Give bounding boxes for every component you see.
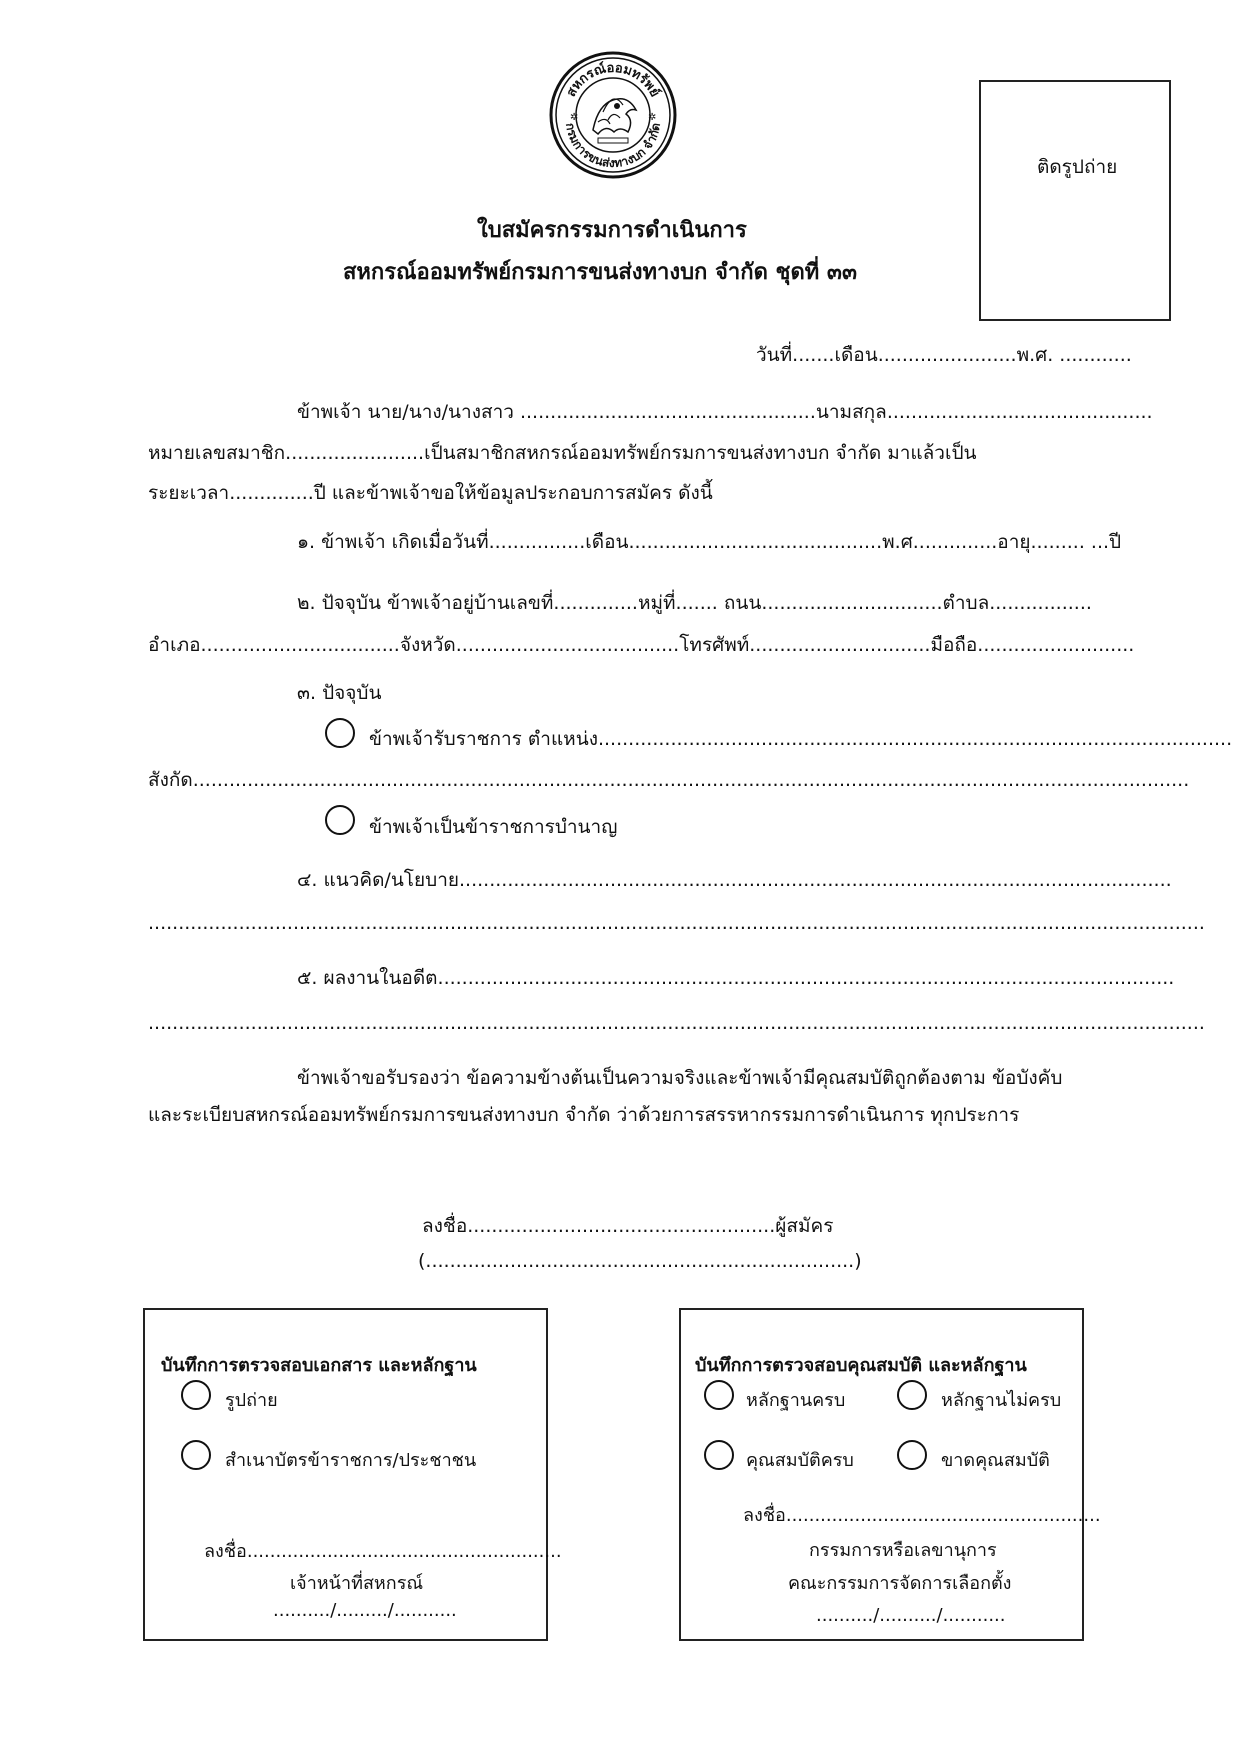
- id-copy-check-label: สำเนาบัตรข้าราชการ/ประชาชน: [225, 1450, 477, 1471]
- item-4-policy-cont: ...............................................................................................................................................................................: [148, 912, 1205, 934]
- committee-role-1: กรรมการหรือเลขานุการ: [809, 1540, 997, 1561]
- cooperative-seal-logo: [548, 50, 678, 180]
- date-line: วันที่.......เดือน.......................พ.ศ. ............: [756, 344, 1132, 366]
- certify-line1: ข้าพเจ้าขอรับรองว่า ข้อความข้างต้นเป็นความจริงและข้าพเจ้ามีคุณสมบัติถูกต้องตาม ข้อบังคับ: [297, 1067, 1063, 1089]
- form-title-line2: สหกรณ์ออมทรัพย์กรมการขนส่งทางบก จำกัด ชุดที่ ๓๓: [343, 260, 858, 285]
- evidence-incomplete-radio[interactable]: [897, 1380, 927, 1410]
- document-check-title: บันทึกการตรวจสอบเอกสาร และหลักฐาน: [161, 1355, 477, 1376]
- unqualified-label: ขาดคุณสมบัติ: [941, 1450, 1050, 1471]
- photo-label: ติดรูปถ่าย: [1037, 156, 1118, 178]
- svg-text:กรมการขนส่งทางบก จำกัด: กรมการขนส่งทางบก จำกัด: [563, 121, 663, 171]
- photo-check-radio[interactable]: [181, 1380, 211, 1410]
- intro-name-line: ข้าพเจ้า นาย/นาง/นางสาว .................................................นามสกุล............................................: [297, 401, 1153, 423]
- intro-member-line: หมายเลขสมาชิก.......................เป็นสมาชิกสหกรณ์ออมทรัพย์กรมการขนส่งทางบก จำกัด มาแล้วเป็น: [148, 442, 977, 464]
- applicant-name-line: (.......................................................................): [418, 1250, 862, 1272]
- staff-signature-line: ลงชื่อ.......................................................: [204, 1541, 562, 1562]
- item-5-past-work: ๕. ผลงานในอดีต..........................................................................................................................: [297, 967, 1175, 989]
- item-1-birth: ๑. ข้าพเจ้า เกิดเมื่อวันที่................เดือน..........................................พ.ศ..............อายุ......... ...ปี: [297, 531, 1122, 553]
- svg-text:สหกรณ์ออมทรัพย์: สหกรณ์ออมทรัพย์: [563, 60, 663, 100]
- intro-duration-line: ระยะเวลา..............ปี และข้าพเจ้าขอให้ข้อมูลประกอบการสมัคร ดังนี้: [148, 482, 713, 504]
- item-2-address-cont: อำเภอ.................................จังหวัด.....................................โทรศัพท์..............................มือถือ..........................: [148, 634, 1135, 656]
- photo-check-label: รูปถ่าย: [225, 1390, 278, 1411]
- option-retired-officer-label: ข้าพเจ้าเป็นข้าราชการบำนาญ: [369, 816, 618, 838]
- unqualified-radio[interactable]: [897, 1440, 927, 1470]
- item-3-current: ๓. ปัจจุบัน: [297, 682, 382, 704]
- qualification-check-title: บันทึกการตรวจสอบคุณสมบัติ และหลักฐาน: [695, 1355, 1027, 1376]
- qualification-check-box: [679, 1308, 1101, 1641]
- committee-date: ........../........../...........: [816, 1605, 1006, 1626]
- option-government-officer-label: ข้าพเจ้ารับราชการ ตำแหน่ง.........................................................................................................: [369, 728, 1233, 750]
- committee-signature-line: ลงชื่อ.......................................................: [743, 1505, 1101, 1526]
- staff-date: ........../........./...........: [273, 1600, 457, 1621]
- certify-line2: และระเบียบสหกรณ์ออมทรัพย์กรมการขนส่งทางบก จำกัด ว่าด้วยการสรรหากรรมการดำเนินการ ทุกประการ: [148, 1104, 1020, 1126]
- svg-text:✲: ✲: [570, 112, 579, 123]
- item-4-policy: ๔. แนวคิด/นโยบาย......................................................................................................................: [297, 869, 1172, 891]
- id-copy-check-radio[interactable]: [181, 1440, 211, 1470]
- photo-placeholder-box: [979, 80, 1171, 321]
- form-title-line1: ใบสมัครกรรมการดำเนินการ: [477, 218, 747, 243]
- qualified-radio[interactable]: [704, 1440, 734, 1470]
- svg-text:✲: ✲: [648, 112, 657, 123]
- evidence-incomplete-label: หลักฐานไม่ครบ: [941, 1390, 1062, 1411]
- staff-role: เจ้าหน้าที่สหกรณ์: [290, 1573, 424, 1594]
- option-government-officer-radio[interactable]: [325, 718, 355, 748]
- option-retired-officer-radio[interactable]: [325, 805, 355, 835]
- document-check-box: [143, 1308, 562, 1641]
- evidence-complete-label: หลักฐานครบ: [746, 1390, 846, 1411]
- item-5-past-work-cont: ...............................................................................................................................................................................: [148, 1012, 1205, 1034]
- item-2-address: ๒. ปัจจุบัน ข้าพเจ้าอยู่บ้านเลขที่..............หมู่ที่....... ถนน..............................ตำบล.................: [297, 592, 1092, 614]
- evidence-complete-radio[interactable]: [704, 1380, 734, 1410]
- affiliation-line: สังกัด.....................................................................................................................................................................: [148, 769, 1190, 791]
- committee-role-2: คณะกรรมการจัดการเลือกตั้ง: [788, 1573, 1012, 1594]
- applicant-signature-line: ลงชื่อ...................................................ผู้สมัคร: [422, 1215, 834, 1237]
- qualified-label: คุณสมบัติครบ: [746, 1450, 854, 1471]
